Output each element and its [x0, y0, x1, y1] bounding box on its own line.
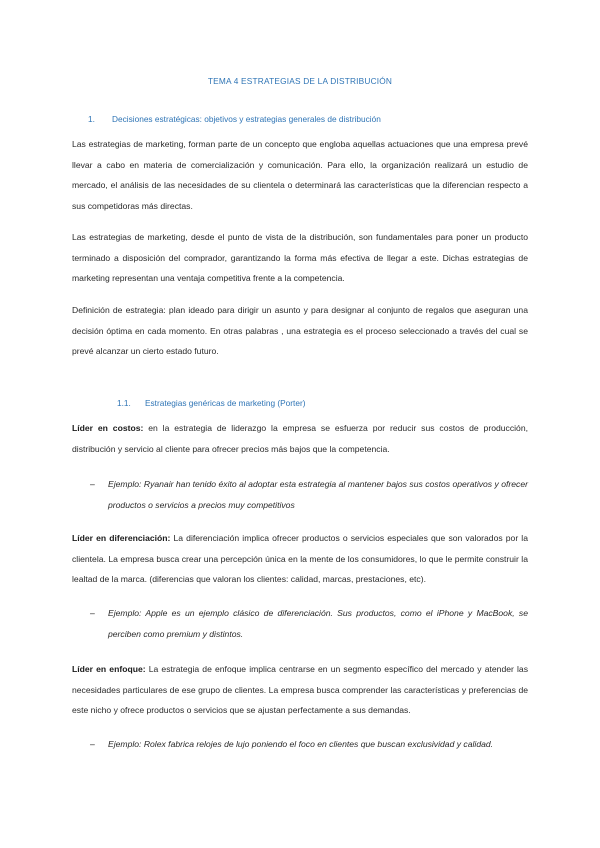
- example-text: Ejemplo: Ryanair han tenido éxito al adoptar esta estrategia al mantener bajos sus costos operativos y ofrecer productos o servicios a precios muy competitivos: [108, 479, 528, 510]
- strategy-differentiation: [72, 528, 528, 590]
- paragraph-distribution: Las estrategias de marketing, desde el punto de vista de la distribución, son fundamentales para poner un producto terminado a disposición del comprador, garantizando la forma más efectiva de llegar a este. Dichas estrategias de marketing representan una ventaja competitiva frente a la competencia.: [72, 232, 528, 283]
- dash-bullet: –: [90, 739, 95, 749]
- example-focus: [90, 734, 528, 755]
- strategy-text: en la estrategia de liderazgo la empresa se esfuerza por reducir sus costos de producción, distribución y servicio al cliente para ofrecer precios más bajos que la competencia.: [72, 423, 528, 454]
- example-text: Ejemplo: Apple es un ejemplo clásico de diferenciación. Sus productos, como el iPhone y MacBook, se perciben como premium y distintos.: [108, 608, 528, 639]
- strategy-text: La estrategia de enfoque implica centrarse en un segmento específico del mercado y atender las necesidades particulares de ese grupo de clientes. La empresa busca comprender las características y preferencias de este nicho y ofrece productos o servicios que se ajustan perfectamente a sus demandas.: [72, 664, 528, 715]
- document-title: TEMA 4 ESTRATEGIAS DE LA DISTRIBUCIÓN: [207, 76, 393, 86]
- example-cost-leadership: [90, 474, 528, 515]
- section-1-1-heading: [117, 398, 305, 408]
- strategy-label: Líder en costos:: [72, 423, 144, 433]
- section-1-1-number: 1.1.: [117, 398, 131, 408]
- strategy-focus: [72, 659, 528, 721]
- paragraph-definition: Definición de estrategia: plan ideado para dirigir un asunto y para designar al conjunto de regalos que aseguran una decisión óptima en cada momento. En otras palabras , una estrategia es el proceso seleccionado a través del cual se prevé alcanzar un cierto estado futuro.: [72, 305, 528, 356]
- dash-bullet: –: [90, 608, 95, 618]
- strategy-text: La diferenciación implica ofrecer productos o servicios especiales que son valorados por la clientela. La empresa busca crear una percepción única en la mente de los consumidores, lo que le permite construir la lealtad de la marca. (diferencias que valoran los clientes: calidad, marcas, prestaciones, etc).: [72, 533, 528, 584]
- strategy-label: Líder en diferenciación:: [72, 533, 171, 543]
- dash-bullet: –: [90, 479, 95, 489]
- example-text: Ejemplo: Rolex fabrica relojes de lujo poniendo el foco en clientes que buscan exclusividad y calidad.: [108, 739, 494, 749]
- section-1-text: Decisiones estratégicas: objetivos y estrategias generales de distribución: [112, 114, 381, 124]
- section-1-heading: [88, 114, 381, 124]
- strategy-cost-leadership: [72, 418, 528, 459]
- strategy-label: Líder en enfoque:: [72, 664, 146, 674]
- example-differentiation: [90, 603, 528, 644]
- section-1-number: 1.: [88, 114, 95, 124]
- paragraph-intro: Las estrategias de marketing, forman parte de un concepto que engloba aquellas actuaciones que una empresa prevé llevar a cabo en materia de comercialización y comunicación. Para ello, la organización realizará un estudio de mercado, el análisis de las necesidades de su clientela o determinará las características que la diferencian respecto a sus competidoras más directas.: [72, 139, 528, 211]
- section-1-1-text: Estrategias genéricas de marketing (Porter): [145, 398, 306, 408]
